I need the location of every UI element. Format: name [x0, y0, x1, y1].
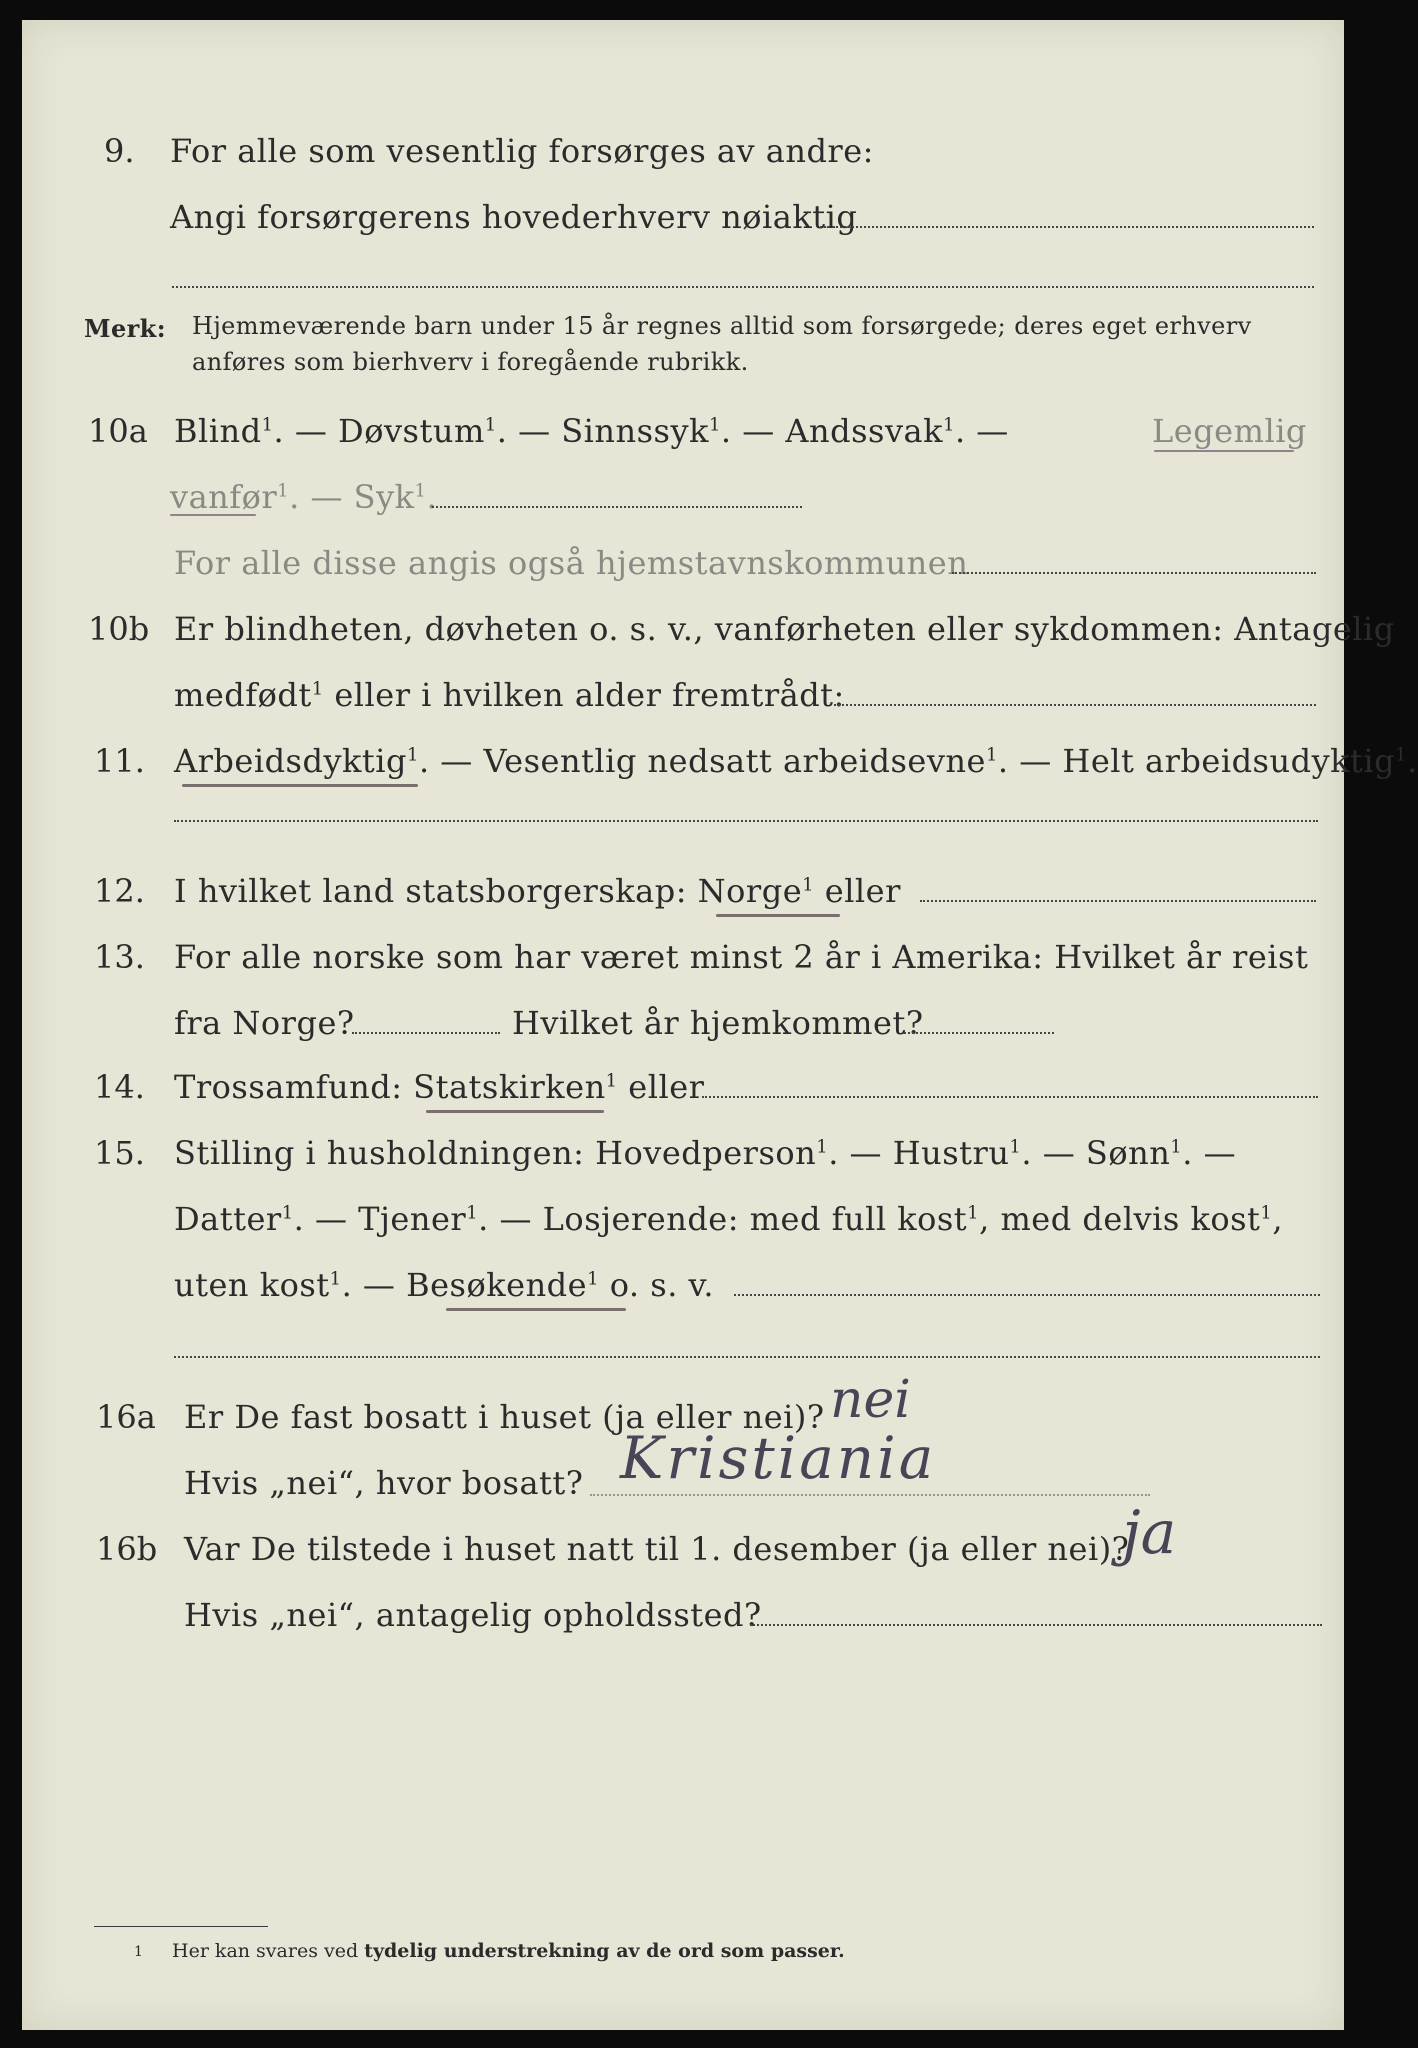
q10a-number: 10a [88, 412, 148, 450]
q9-number: 9. [104, 132, 135, 170]
footnote-mark: 1 [134, 1944, 143, 1960]
besokende-underline [446, 1308, 626, 1311]
arbeidsdyktig-underline [182, 784, 418, 787]
q10a-hjemstavn-line[interactable] [952, 572, 1316, 574]
q16b-line2: Hvis „nei“, antagelig opholdssted? [184, 1596, 762, 1634]
q12-answer-line[interactable] [920, 900, 1316, 902]
q16a-line1: Er De fast bosatt i huset (ja eller nei)? [184, 1398, 825, 1436]
q16b-line1: Var De tilstede i huset natt til 1. desember (ja eller nei)? [184, 1530, 1130, 1568]
q10a-syk-line[interactable] [432, 506, 802, 508]
q10a-line3: For alle disse angis også hjemstavnskommunen [174, 544, 969, 582]
option-statskirken: Statskirken [413, 1068, 606, 1106]
q16a-answer-bosted[interactable]: Kristiania [620, 1424, 937, 1492]
q15-line3: uten kost$^1$. — Besøkende$^1$ o. s. v. [174, 1266, 714, 1304]
option-syk: Syk [353, 478, 415, 516]
merk-line1: Hjemmeværende barn under 15 år regnes alltid som forsørgede; deres eget erhverv [192, 312, 1252, 340]
option-vanfor: vanfør [170, 478, 278, 516]
q12-line: I hvilket land statsborgerskap: Norge$^1$ eller [174, 872, 901, 910]
q15-line1: Stilling i husholdningen: Hovedperson$^1$. — Hustru$^1$. — Sønn$^1$. — [174, 1134, 1237, 1172]
q10b-answer-line[interactable] [834, 704, 1316, 706]
q13-reist-line[interactable] [352, 1032, 500, 1034]
merk-label: Merk: [84, 314, 166, 343]
q14-answer-line[interactable] [702, 1096, 1318, 1098]
q16b-answer-line[interactable] [750, 1624, 1322, 1626]
norge-underline [716, 914, 840, 917]
q9-answer-line[interactable] [820, 226, 1314, 228]
q14-number: 14. [94, 1068, 145, 1106]
option-norge: Norge [697, 872, 803, 910]
footnote-text: Her kan svares ved tydelig understrekning av de ord som passer. [172, 1940, 845, 1962]
q9-line1: For alle som vesentlig forsørges av andre: [170, 132, 874, 170]
q16a-number: 16a [96, 1398, 156, 1436]
merk-line2: anføres som bierhverv i foregående rubrikk. [192, 348, 749, 376]
option-blind: Blind [174, 412, 262, 450]
q15-number: 15. [94, 1134, 145, 1172]
option-besokende: Besøkende [406, 1266, 588, 1304]
q15-answer-line-2[interactable] [174, 1356, 1320, 1358]
option-andssvak: Andssvak [785, 412, 943, 450]
q11-line: Arbeidsdyktig$^1$. — Vesentlig nedsatt arbeidsevne$^1$. — Helt arbeidsudyktig$^1$. [174, 742, 1418, 780]
option-sinnssyk: Sinnssyk [561, 412, 709, 450]
q9-answer-line-2[interactable] [172, 286, 1314, 288]
q10b-number: 10b [88, 610, 150, 648]
q16a-answer-nei[interactable]: nei [830, 1370, 911, 1430]
option-dovstum: Døvstum [338, 412, 485, 450]
footnote-rule [94, 1926, 268, 1927]
q13-line2b: Hvilket år hjemkommet? [512, 1004, 924, 1042]
q9-line2: Angi forsørgerens hovederhverv nøiaktig [170, 198, 858, 236]
option-legemlig: Legemlig [1152, 412, 1307, 450]
q10b-line2: medfødt$^1$ eller i hvilken alder fremtrådt: [174, 676, 845, 714]
q16b-answer-ja[interactable]: ja [1122, 1498, 1177, 1568]
q10b-line1: Er blindheten, døvheten o. s. v., vanførheten eller sykdommen: Antagelig [174, 610, 1395, 648]
q13-hjemkommet-line[interactable] [904, 1032, 1054, 1034]
q14-line: Trossamfund: Statskirken$^1$ eller [174, 1068, 705, 1106]
q13-line2a: fra Norge? [174, 1004, 355, 1042]
statskirken-underline [426, 1110, 604, 1113]
q16a-bosatt-line[interactable] [590, 1494, 1150, 1496]
q10a-line1: Blind$^1$. — Døvstum$^1$. — Sinnssyk$^1$. — Andssvak$^1$. — [174, 412, 1009, 450]
q10a-line2: vanfør$^1$. — Syk$^1$. [170, 478, 438, 516]
q12-number: 12. [94, 872, 145, 910]
q16a-line2: Hvis „nei“, hvor bosatt? [184, 1464, 584, 1502]
q13-number: 13. [94, 938, 145, 976]
option-arbeidsdyktig: Arbeidsdyktig [174, 742, 407, 780]
q11-number: 11. [94, 742, 145, 780]
q13-line1: For alle norske som har været minst 2 år i Amerika: Hvilket år reist [174, 938, 1309, 976]
q15-line2: Datter$^1$. — Tjener$^1$. — Losjerende: med full kost$^1$, med delvis kost$^1$, [174, 1200, 1284, 1238]
q15-answer-line[interactable] [734, 1294, 1320, 1296]
legemlig-underline [1154, 450, 1294, 452]
q11-answer-line[interactable] [174, 820, 1318, 822]
q16b-number: 16b [96, 1530, 158, 1568]
census-form-page [22, 20, 1418, 2030]
vanfor-underline [170, 514, 256, 516]
